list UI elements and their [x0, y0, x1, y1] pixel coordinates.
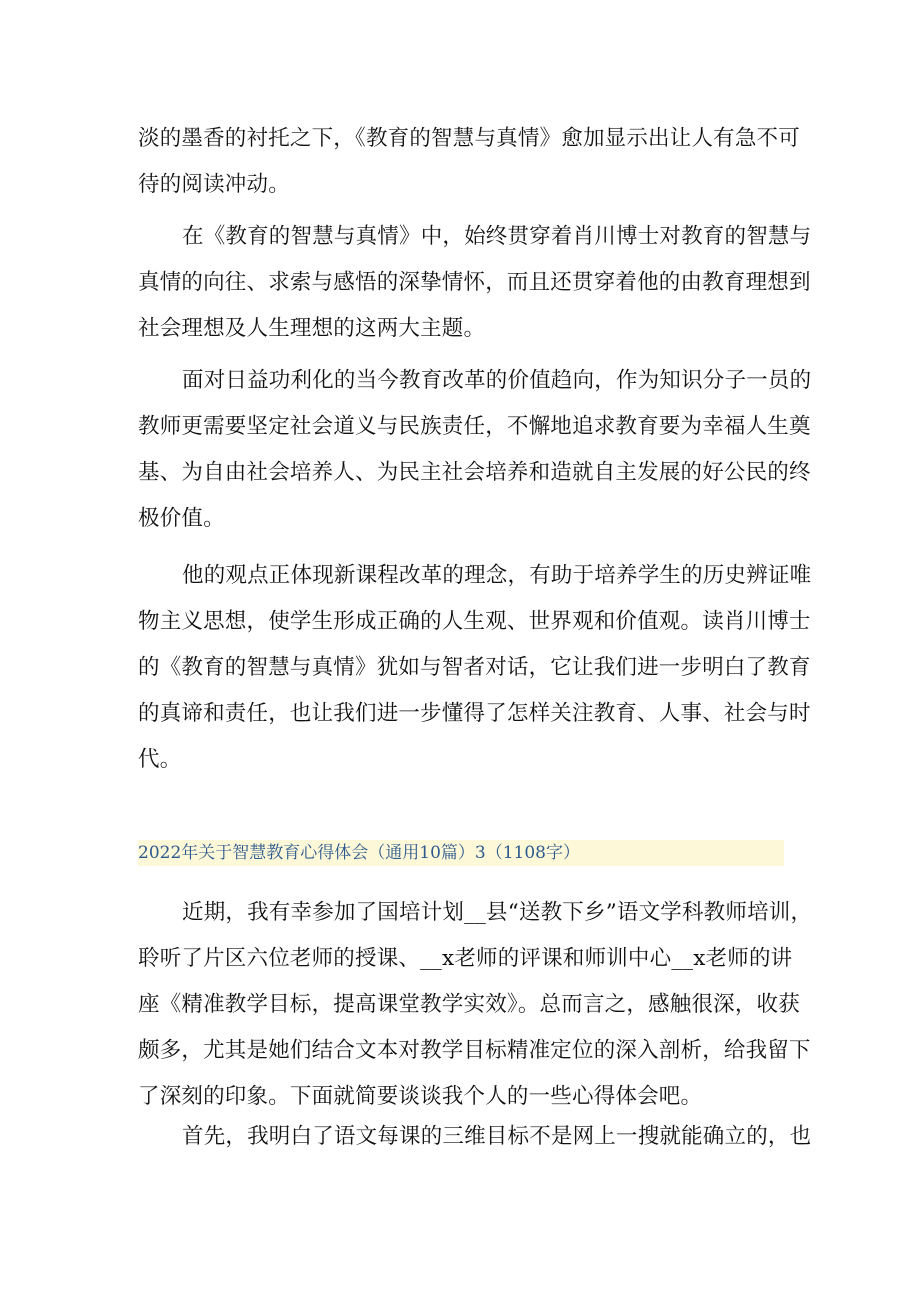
paragraph-line: 淡的墨香的衬托之下，《教育的智慧与真情》愈加显示出让人有急不可	[138, 126, 800, 151]
paragraph-line: 首先，我明白了语文每课的三维目标不是网上一搜就能确立的，也	[182, 1124, 812, 1149]
paragraph-line: 的《教育的智慧与真情》犹如与智者对话，它让我们进一步明白了教育	[138, 655, 811, 680]
paragraph-line: 面对日益功利化的当今教育改革的价值趋向，作为知识分子一员的	[182, 368, 812, 393]
paragraph-line: 基、为自由社会培养人、为民主社会培养和造就自主发展的好公民的终	[138, 460, 811, 485]
paragraph-line: 颇多，尤其是她们结合文本对教学目标精准定位的深入剖析，给我留下	[138, 1038, 811, 1063]
paragraph-line: 了深刻的印象。下面就简要谈谈我个人的一些心得体会吧。	[138, 1084, 703, 1109]
paragraph-line: 待的阅读冲动。	[138, 172, 290, 197]
paragraph-line: 社会理想及人生理想的这两大主题。	[138, 316, 486, 341]
paragraph-5	[138, 890, 813, 1120]
paragraph-line: 座《精准教学目标，提高课堂教学实效》。总而言之，感触很深，收获	[138, 992, 800, 1017]
paragraph-line: 聆听了片区六位老师的授课、__x老师的评课和师训中心__x老师的讲	[138, 946, 793, 971]
section-heading: 2022年关于智慧教育心得体会（通用10篇）3（1108字）	[138, 840, 784, 866]
paragraph-6	[138, 1114, 812, 1160]
paragraph-line: 代。	[138, 747, 182, 772]
paragraph-line: 的真谛和责任，也让我们进一步懂得了怎样关注教育、人事、社会与时	[138, 701, 811, 726]
paragraph-1	[138, 116, 800, 208]
paragraph-2	[138, 214, 812, 352]
paragraph-line: 物主义思想，使学生形成正确的人生观、世界观和价值观。读肖川博士	[138, 609, 811, 634]
paragraph-line: 极价值。	[138, 506, 225, 531]
paragraph-line: 近期，我有幸参加了国培计划__县“送教下乡”语文学科教师培训，	[182, 900, 813, 925]
paragraph-line: 在《教育的智慧与真情》中，始终贯穿着肖川博士对教育的智慧与	[182, 224, 812, 249]
paragraph-line: 真情的向往、求索与感悟的深挚情怀，而且还贯穿着他的由教育理想到	[138, 270, 811, 295]
paragraph-line: 教师更需要坚定社会道义与民族责任，不懈地追求教育要为幸福人生奠	[138, 414, 811, 439]
paragraph-4	[138, 553, 812, 783]
paragraph-3	[138, 358, 812, 542]
paragraph-line: 他的观点正体现新课程改革的理念，有助于培养学生的历史辨证唯	[182, 563, 812, 588]
